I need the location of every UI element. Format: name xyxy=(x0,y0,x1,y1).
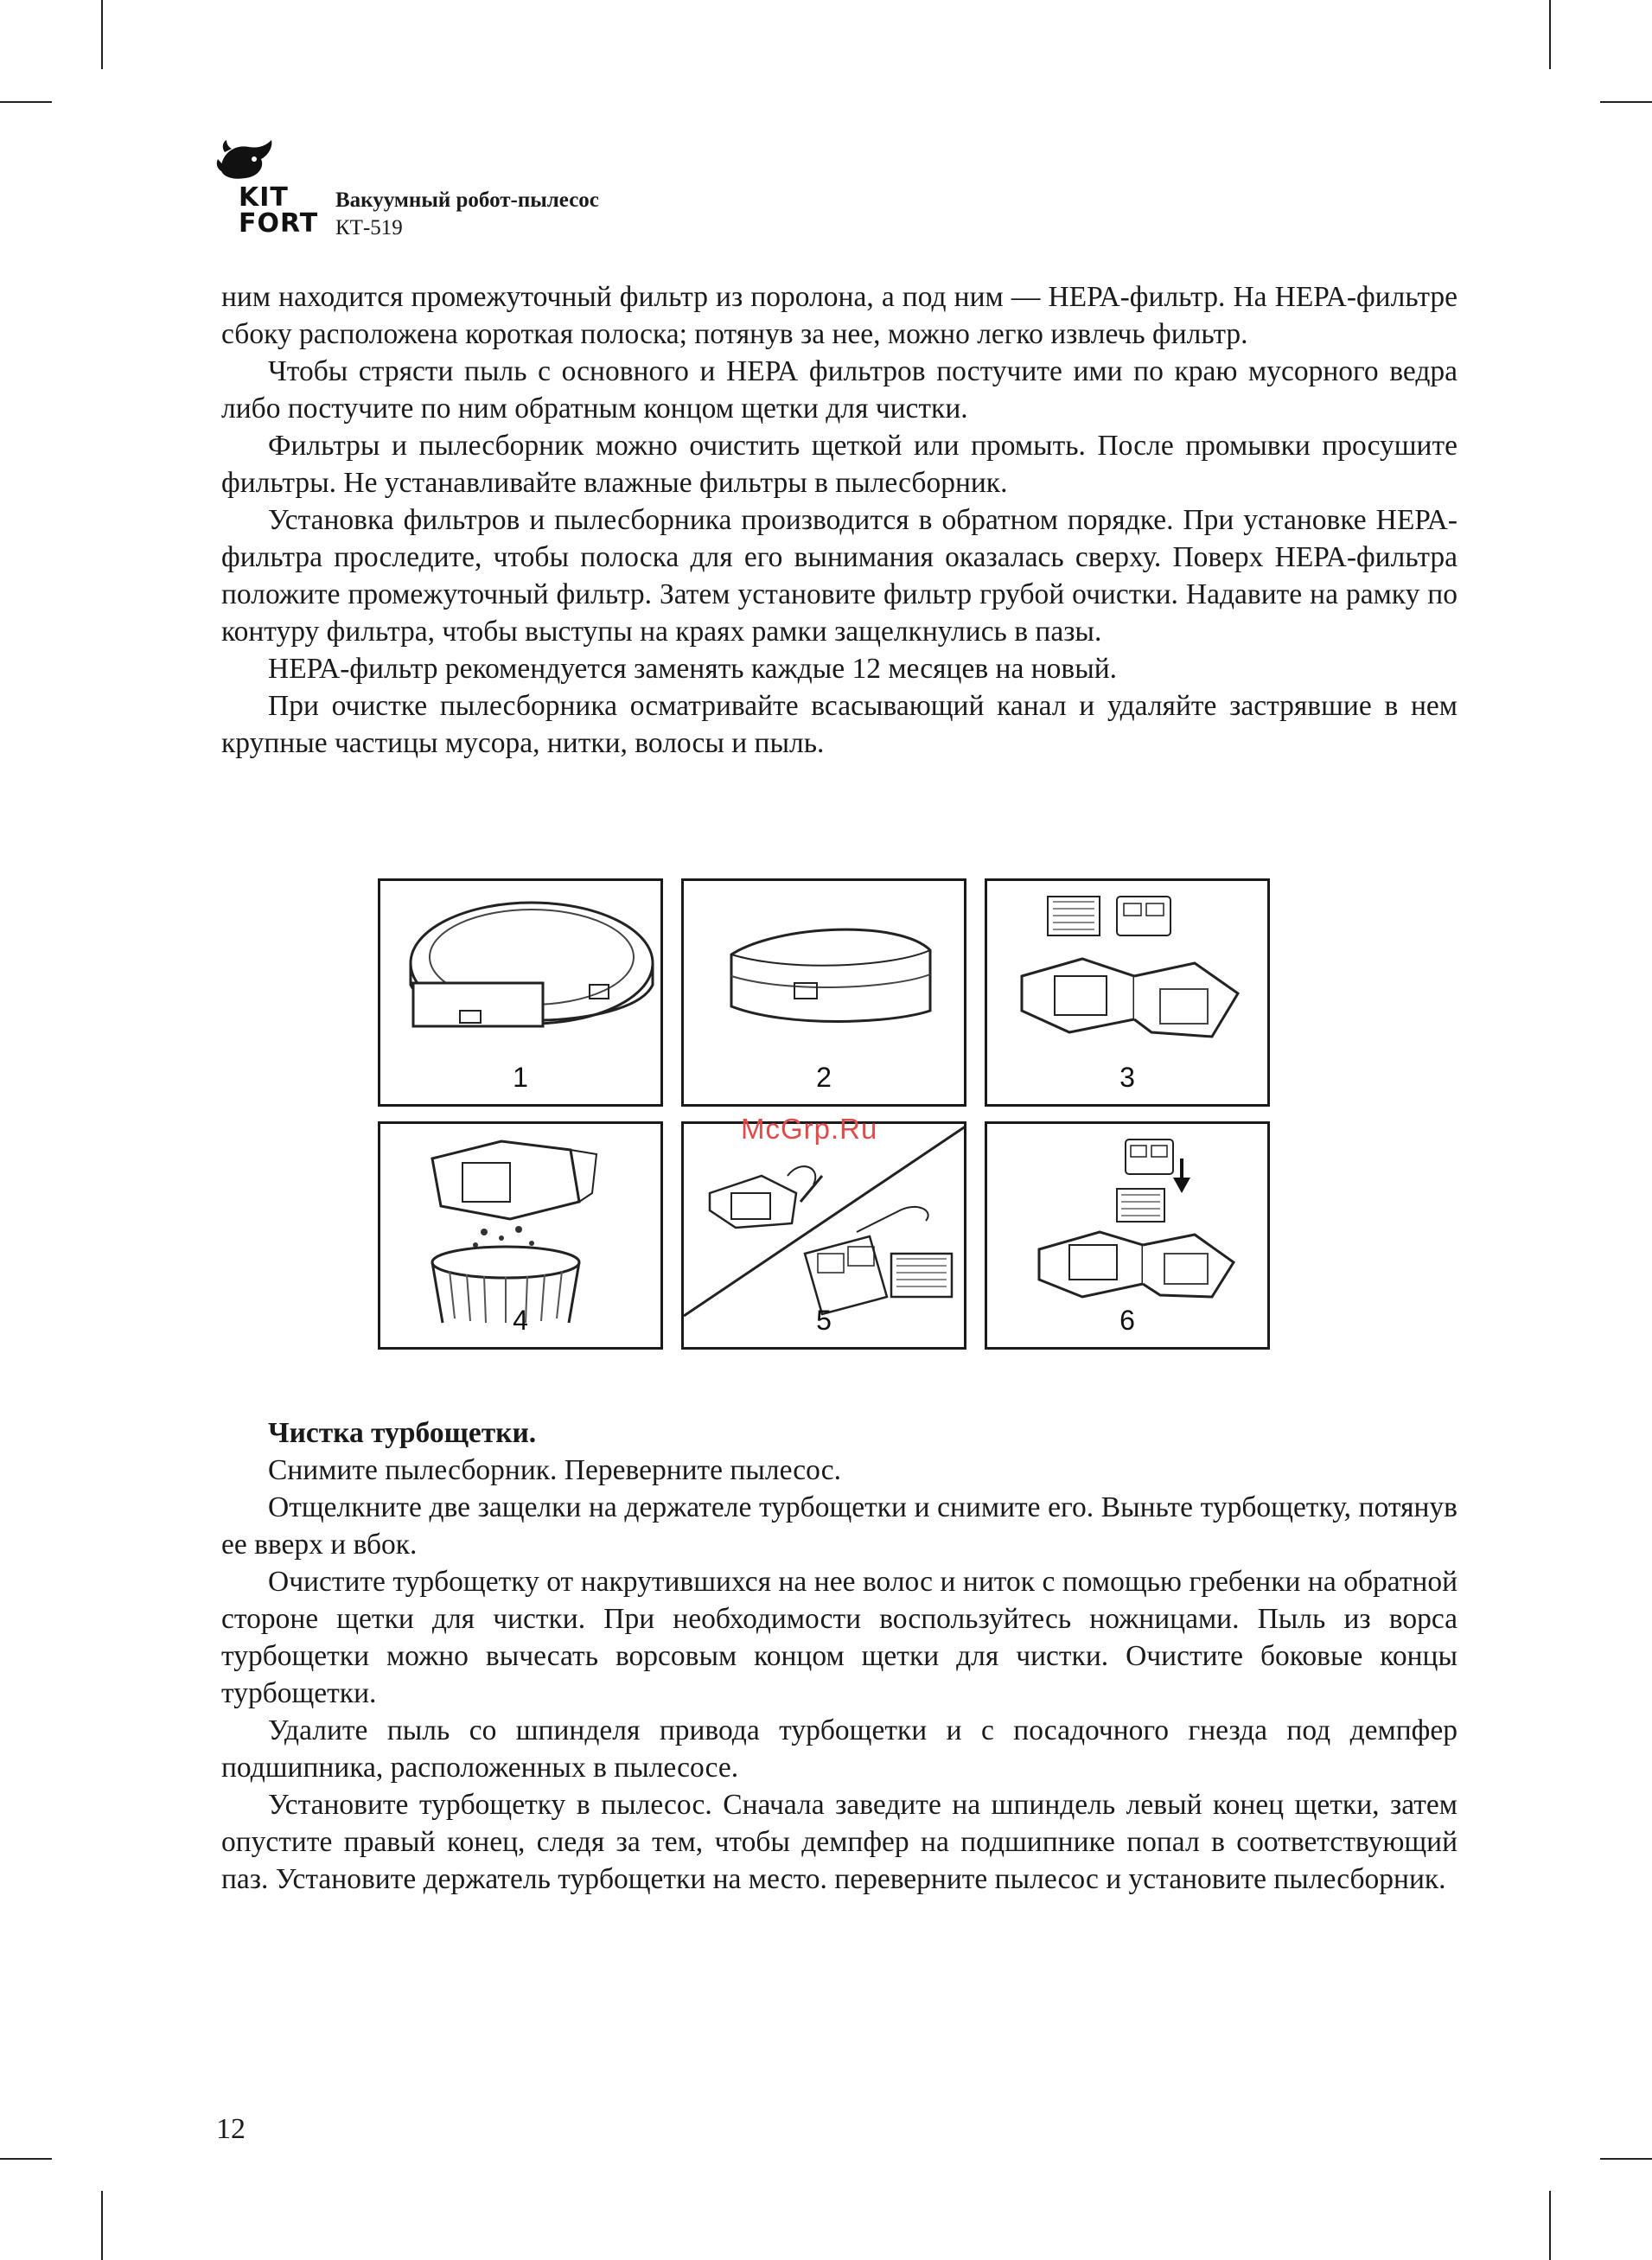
crop-mark xyxy=(0,101,52,103)
document-title: Вакуумный робот-пылесос xyxy=(335,188,599,212)
crop-mark xyxy=(101,2191,103,2260)
figure-3 xyxy=(985,878,1270,1107)
logo-fort: FORT xyxy=(239,208,319,239)
paragraph: Чтобы стрясти пыль с основного и НЕРА фильтров постучите ими по краю мусорного ведра либо постучите по ним обратным концом щетки для чистки. xyxy=(221,355,1457,425)
paragraph: Очистите турбощетку от накрутившихся на нее волос и ниток с помощью гребенки на обратной стороне щетки для чистки. При необходимости воспользуйтесь ножницами. Пыль из ворса турбощетки можно вычесать ворсовым концом щетки для чистки. Очистите боковые концы турбощетки. xyxy=(221,1566,1457,1709)
whale-icon xyxy=(216,137,285,188)
figure-5 xyxy=(681,1121,966,1350)
figure-number: 5 xyxy=(816,1305,832,1336)
paragraph: НЕРА-фильтр рекомендуется заменять каждые 12 месяцев на новый. xyxy=(268,653,1118,685)
kitfort-logo xyxy=(214,137,335,249)
paragraph: Удалите пыль со шпинделя привода турбощетки и с посадочного гнезда под демпфер подшипника, расположенных в пылесосе. xyxy=(221,1714,1457,1784)
section-turbobrush xyxy=(221,1414,1457,1898)
logo-kit: KIT xyxy=(239,182,289,213)
paragraph: ним находится промежуточный фильтр из поролона, а под ним — НЕРА-фильтр. На НЕРА-фильтре сбоку расположена короткая полоска; потянув за нее, можно легко извлечь фильтр. xyxy=(221,281,1457,350)
crop-mark xyxy=(1549,0,1551,69)
figure-number: 1 xyxy=(513,1062,528,1093)
paragraph: Установите турбощетку в пылесос. Сначала заведите на шпиндель левый конец щетки, затем опустите правый конец, следя за тем, чтобы демпфер на подшипнике попал в соответствующий паз. Установите держатель турбощетки на место. переверните пылесос и установите пылесборник. xyxy=(221,1789,1457,1895)
body-text-top xyxy=(221,278,1457,762)
figure-number: 2 xyxy=(816,1062,832,1093)
figure-2 xyxy=(681,878,966,1107)
figure-1 xyxy=(378,878,663,1107)
figure-4 xyxy=(378,1121,663,1350)
page-number: 12 xyxy=(216,2113,246,2145)
crop-mark xyxy=(1600,101,1652,103)
paragraph: Установка фильтров и пылесборника производится в обратном порядке. При установке НЕРА-фильтра проследите, чтобы полоска для его вынимания оказалась сверху. Поверх НЕРА-фильтра положите промежуточный фильтр. Затем установите фильтр грубой очистки. Надавите на рамку по контуру фильтра, чтобы выступы на краях рамки защелкнулись в пазы. xyxy=(221,504,1457,648)
section-heading: Чистка турбощетки. xyxy=(268,1417,537,1449)
paragraph: Отщелкните две защелки на держателе турбощетки и снимите его. Выньте турбощетку, потянув ее вверх и вбок. xyxy=(221,1491,1457,1561)
crop-mark xyxy=(101,0,103,69)
document-model: КТ-519 xyxy=(335,216,403,239)
watermark: McGrp.Ru xyxy=(741,1113,878,1145)
paragraph: При очистке пылесборника осматривайте всасывающий канал и удаляйте застрявшие в нем крупные частицы мусора, нитки, волосы и пыль. xyxy=(221,690,1457,759)
paragraph: Снимите пылесборник. Переверните пылесос. xyxy=(268,1454,841,1486)
figure-6 xyxy=(985,1121,1270,1350)
figure-number: 4 xyxy=(513,1305,528,1336)
crop-mark xyxy=(0,2158,52,2160)
figure-number: 3 xyxy=(1119,1062,1135,1093)
figure-number: 6 xyxy=(1119,1305,1135,1336)
crop-mark xyxy=(1600,2158,1652,2160)
crop-mark xyxy=(1549,2191,1551,2260)
paragraph: Фильтры и пылесборник можно очистить щеткой или промыть. После промывки просушите фильтры. Не устанавливайте влажные фильтры в пылесборник. xyxy=(221,430,1457,499)
